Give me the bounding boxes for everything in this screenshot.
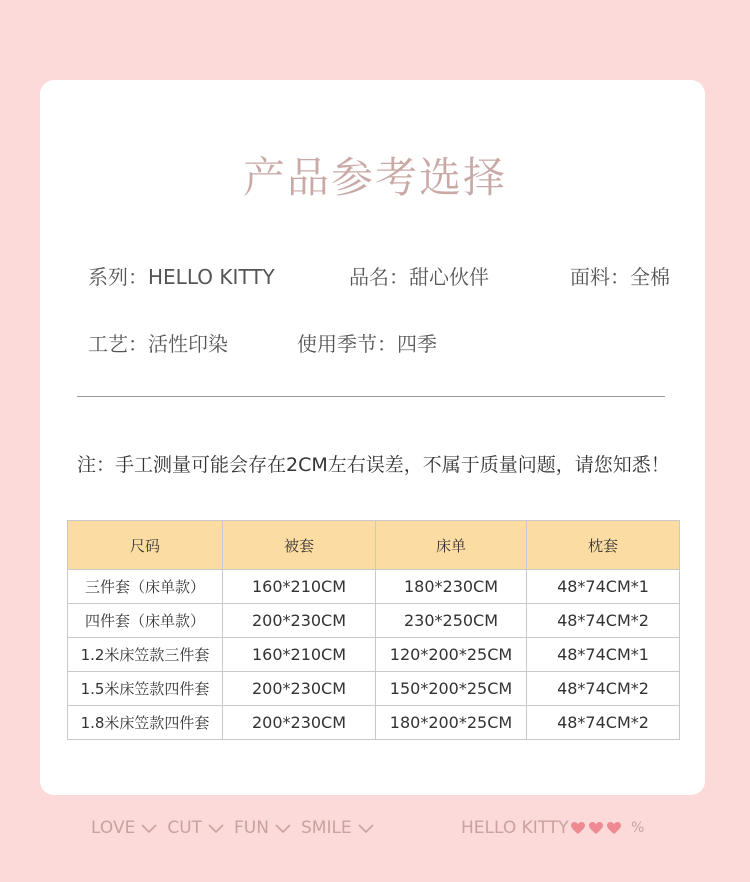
table-cell: 48*74CM*1 bbox=[527, 570, 680, 604]
hearts-group bbox=[571, 818, 625, 837]
check-icon bbox=[141, 823, 157, 833]
table-cell: 1.5米床笠款四件套 bbox=[68, 672, 223, 706]
table-cell: 200*230CM bbox=[223, 706, 376, 740]
spec-season: 使用季节：四季 bbox=[297, 332, 437, 356]
divider bbox=[77, 396, 665, 397]
table-cell: 1.2米床笠款三件套 bbox=[68, 638, 223, 672]
page-title: 产品参考选择 bbox=[242, 153, 507, 202]
table-row bbox=[68, 672, 680, 706]
table-cell: 180*230CM bbox=[376, 570, 527, 604]
table-cell: 四件套（床单款） bbox=[68, 604, 223, 638]
tag-love: LOVE bbox=[91, 818, 136, 838]
table-row bbox=[68, 604, 680, 638]
table-row bbox=[68, 570, 680, 604]
table-cell: 48*74CM*2 bbox=[527, 706, 680, 740]
spec-name: 品名：甜心伙伴 bbox=[349, 265, 489, 289]
tag-cut: CUT bbox=[167, 818, 203, 838]
table-cell: 1.8米床笠款四件套 bbox=[68, 706, 223, 740]
table-header-cell: 枕套 bbox=[527, 521, 680, 570]
table-row bbox=[68, 638, 680, 672]
tag-fun: FUN bbox=[234, 818, 269, 838]
heart-icon bbox=[607, 822, 621, 835]
size-table bbox=[67, 520, 680, 740]
table-header-row bbox=[68, 521, 680, 570]
spec-fabric: 面料：全棉 bbox=[570, 265, 670, 289]
measurement-note: 注：手工测量可能会存在2CM左右误差，不属于质量问题，请您知悉！ bbox=[77, 454, 670, 476]
table-cell: 120*200*25CM bbox=[376, 638, 527, 672]
spec-series: 系列：HELLO KITTY bbox=[88, 265, 275, 289]
table-header-cell: 尺码 bbox=[68, 521, 223, 570]
table-cell: 48*74CM*1 bbox=[527, 638, 680, 672]
check-icon bbox=[275, 823, 291, 833]
check-icon bbox=[358, 823, 374, 833]
table-header-cell: 被套 bbox=[223, 521, 376, 570]
footer-tags bbox=[91, 818, 384, 838]
footer-brand: HELLO KITTY bbox=[461, 818, 569, 838]
table-cell: 48*74CM*2 bbox=[527, 604, 680, 638]
heart-icon bbox=[589, 822, 603, 835]
table-cell: 三件套（床单款） bbox=[68, 570, 223, 604]
table-cell: 180*200*25CM bbox=[376, 706, 527, 740]
table-cell: 48*74CM*2 bbox=[527, 672, 680, 706]
percent-mark: % bbox=[631, 820, 645, 836]
heart-icon bbox=[571, 822, 585, 835]
table-cell: 160*210CM bbox=[223, 638, 376, 672]
table-cell: 150*200*25CM bbox=[376, 672, 527, 706]
tag-smile: SMILE bbox=[300, 818, 352, 838]
check-icon bbox=[208, 823, 224, 833]
table-cell: 200*230CM bbox=[223, 672, 376, 706]
table-header-cell: 床单 bbox=[376, 521, 527, 570]
spec-process: 工艺：活性印染 bbox=[88, 332, 228, 356]
table-cell: 160*210CM bbox=[223, 570, 376, 604]
table-row bbox=[68, 706, 680, 740]
table-cell: 200*230CM bbox=[223, 604, 376, 638]
table-cell: 230*250CM bbox=[376, 604, 527, 638]
